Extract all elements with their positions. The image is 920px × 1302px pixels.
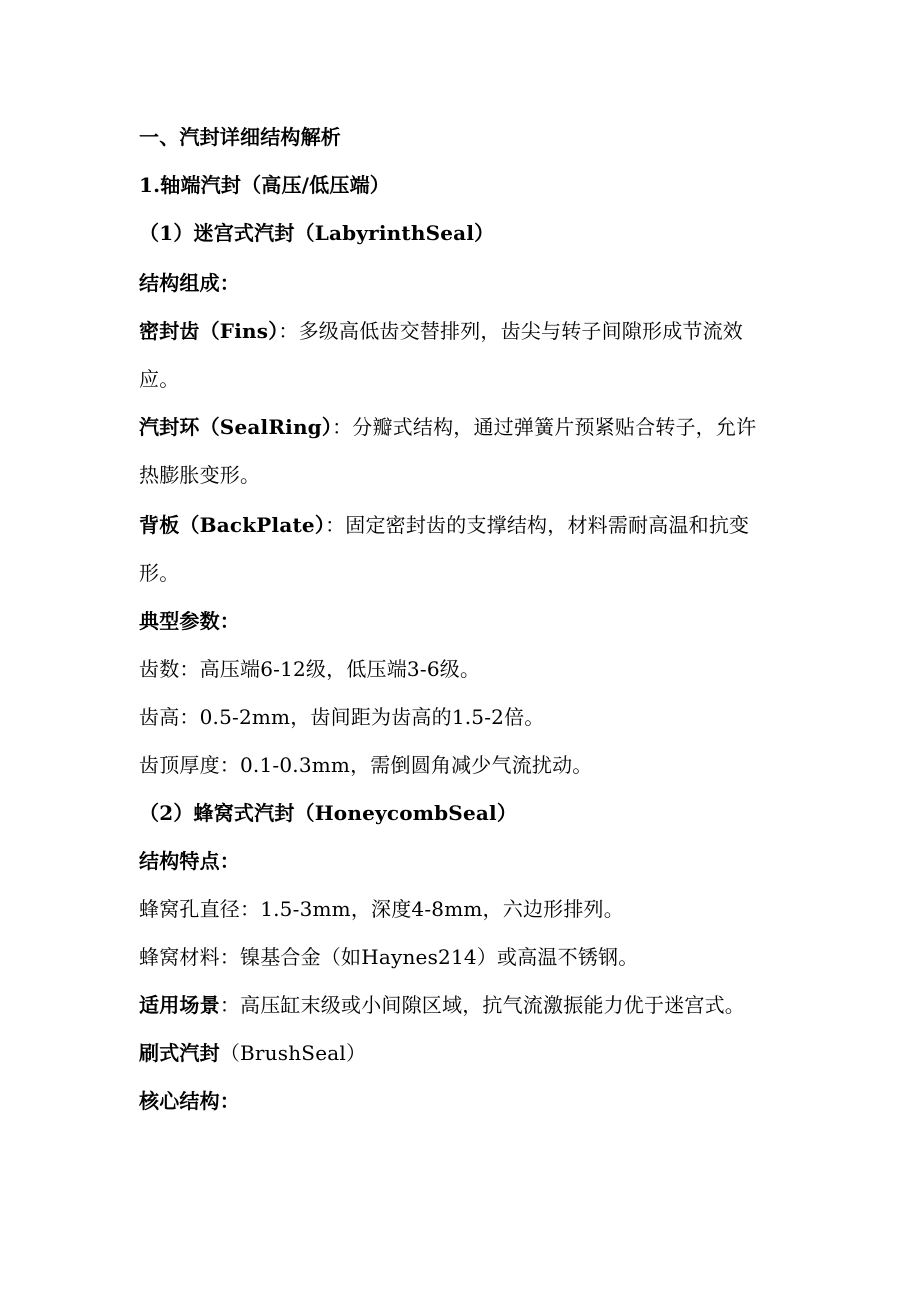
label-structure-features: 结构特点： bbox=[139, 849, 240, 873]
heading-honeycomb-seal: （2）蜂窝式汽封（HoneycombSeal） bbox=[139, 801, 518, 825]
heading-brush-seal bbox=[139, 1040, 366, 1066]
paragraph-back-plate bbox=[139, 512, 749, 538]
text-fins-1: ：多级高低齿交替排列，齿尖与转子间隙形成节流效 bbox=[278, 319, 744, 343]
param-tooth-height: 齿高：0.5-2mm，齿间距为齿高的1.5-2倍。 bbox=[139, 705, 545, 729]
text-seal-ring-2: 热膨胀变形。 bbox=[139, 463, 261, 487]
term-back-plate: 背板（BackPlate） bbox=[139, 513, 326, 537]
paragraph-seal-ring bbox=[139, 414, 756, 440]
label-core-structure: 核心结构： bbox=[139, 1089, 240, 1113]
text-fins-2: 应。 bbox=[139, 367, 180, 391]
term-applicable-scene: 适用场景 bbox=[139, 993, 220, 1017]
text-seal-ring-1: ：分瓣式结构，通过弹簧片预紧贴合转子，允许 bbox=[332, 415, 757, 439]
term-fins: 密封齿（Fins） bbox=[139, 319, 279, 343]
label-structure-composition: 结构组成： bbox=[139, 271, 240, 295]
honeycomb-diameter: 蜂窝孔直径：1.5-3mm，深度4-8mm，六边形排列。 bbox=[139, 897, 624, 921]
term-brush-seal: 刷式汽封 bbox=[139, 1041, 220, 1065]
param-teeth-count: 齿数：高压端6-12级，低压端3-6级。 bbox=[139, 657, 481, 681]
paragraph-applicable-scene bbox=[139, 992, 745, 1018]
text-back-plate-2: 形。 bbox=[139, 561, 180, 585]
heading-section-1: 一、汽封详细结构解析 bbox=[139, 125, 341, 149]
param-tip-thickness: 齿顶厚度：0.1-0.3mm，需倒圆角减少气流扰动。 bbox=[139, 753, 593, 777]
heading-shaft-end-seal: 1.轴端汽封（高压/低压端） bbox=[139, 173, 390, 197]
text-back-plate-1: ：固定密封齿的支撑结构，材料需耐高温和抗变 bbox=[325, 513, 750, 537]
paragraph-fins bbox=[139, 318, 743, 344]
text-applicable-scene: ：高压缸末级或小间隙区域，抗气流激振能力优于迷宫式。 bbox=[219, 993, 746, 1017]
honeycomb-material: 蜂窝材料：镍基合金（如Haynes214）或高温不锈钢。 bbox=[139, 945, 639, 969]
term-seal-ring: 汽封环（SealRing） bbox=[139, 415, 333, 439]
text-brush-seal-en: （BrushSeal） bbox=[219, 1041, 367, 1065]
label-typical-params: 典型参数： bbox=[139, 609, 240, 633]
heading-labyrinth-seal: （1）迷宫式汽封（LabyrinthSeal） bbox=[139, 221, 495, 245]
